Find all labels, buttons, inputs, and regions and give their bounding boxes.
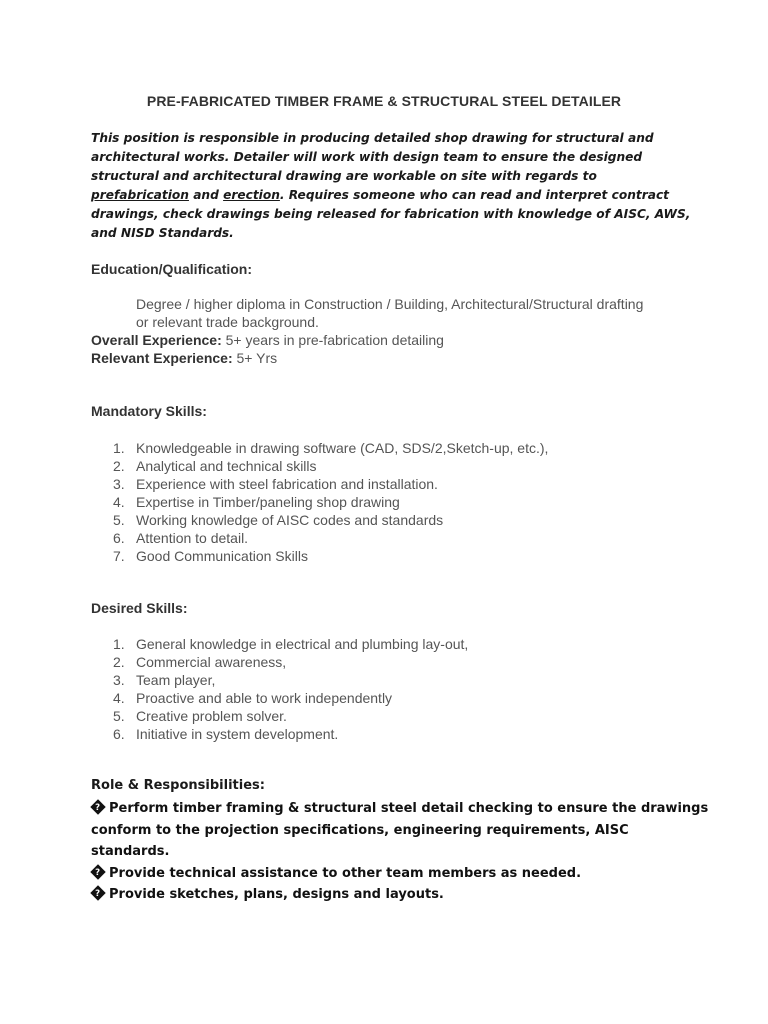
list-text: Experience with steel fabrication and installation. <box>136 476 438 492</box>
list-text: Commercial awareness, <box>136 654 287 670</box>
list-text: Initiative in system development. <box>136 726 339 742</box>
intro-text-3: . Requires someone who can read and interpret contract drawings, check drawings being released for fabrication with knowledge of AISC, AWS, and NISD Standards. <box>91 188 691 240</box>
role-item <box>91 798 711 863</box>
list-number: 3. <box>113 476 125 492</box>
relevant-experience <box>91 349 277 367</box>
list-number: 1. <box>113 636 125 652</box>
intro-term-erection: erection <box>223 188 280 202</box>
list-text: Expertise in Timber/paneling shop drawing <box>136 494 400 510</box>
list-number: 5. <box>113 512 125 528</box>
list-text: General knowledge in electrical and plumbing lay-out, <box>136 636 469 652</box>
relevant-experience-value: 5+ Yrs <box>232 350 278 366</box>
list-text: Team player, <box>136 672 216 688</box>
mandatory-skills-heading: Mandatory Skills: <box>91 403 207 419</box>
list-text: Attention to detail. <box>136 530 249 546</box>
list-number: 6. <box>113 530 125 546</box>
list-text: Knowledgeable in drawing software (CAD, SDS/2,Sketch-up, etc.), <box>136 440 549 456</box>
list-number: 1. <box>113 440 125 456</box>
role-text: Perform timber framing & structural steel detail checking to ensure the drawings conform to the projection specifications, engineering requirements, AISC standards. <box>91 801 709 859</box>
list-text: Analytical and technical skills <box>136 458 317 474</box>
list-text: Proactive and able to work independently <box>136 690 393 706</box>
roles-list <box>91 798 711 906</box>
role-text: Provide sketches, plans, designs and layouts. <box>109 887 444 902</box>
education-text: Degree / higher diploma in Construction / Building, Architectural/Structural drafting or relevant trade background. <box>136 296 644 330</box>
role-item <box>91 884 711 906</box>
roles-heading: Role & Responsibilities: <box>91 778 265 793</box>
overall-experience <box>91 331 444 349</box>
list-number: 5. <box>113 708 125 724</box>
list-text: Working knowledge of AISC codes and standards <box>136 512 444 528</box>
list-text: Creative problem solver. <box>136 708 287 724</box>
intro-text-1: This position is responsible in producing detailed shop drawing for structural and architectural works. Detailer will work with design team to ensure the designed structural and architectural drawing are workable on site with regards to <box>91 131 654 183</box>
role-text: Provide technical assistance to other team members as needed. <box>109 865 582 881</box>
relevant-experience-label: Relevant Experience: <box>91 350 233 366</box>
overall-experience-value: 5+ years in pre-fabrication detailing <box>221 332 444 348</box>
intro-paragraph <box>91 129 691 243</box>
replacement-character-icon <box>90 799 105 814</box>
list-number: 2. <box>113 458 125 474</box>
list-text: Good Communication Skills <box>136 548 308 564</box>
overall-experience-label: Overall Experience: <box>91 332 222 348</box>
desired-skills-heading: Desired Skills: <box>91 600 188 616</box>
role-item <box>91 863 711 885</box>
list-number: 7. <box>113 548 125 564</box>
list-number: 4. <box>113 690 125 706</box>
list-number: 3. <box>113 672 125 688</box>
replacement-character-icon <box>90 864 105 879</box>
list-number: 4. <box>113 494 125 510</box>
intro-term-prefabrication: prefabrication <box>91 188 189 202</box>
intro-text-2: and <box>188 188 224 202</box>
list-number: 2. <box>113 654 125 670</box>
replacement-character-icon <box>90 885 105 900</box>
education-heading: Education/Qualification: <box>91 261 253 277</box>
list-number: 6. <box>113 726 125 742</box>
document-title: PRE-FABRICATED TIMBER FRAME & STRUCTURAL STEEL DETAILER <box>146 93 622 109</box>
